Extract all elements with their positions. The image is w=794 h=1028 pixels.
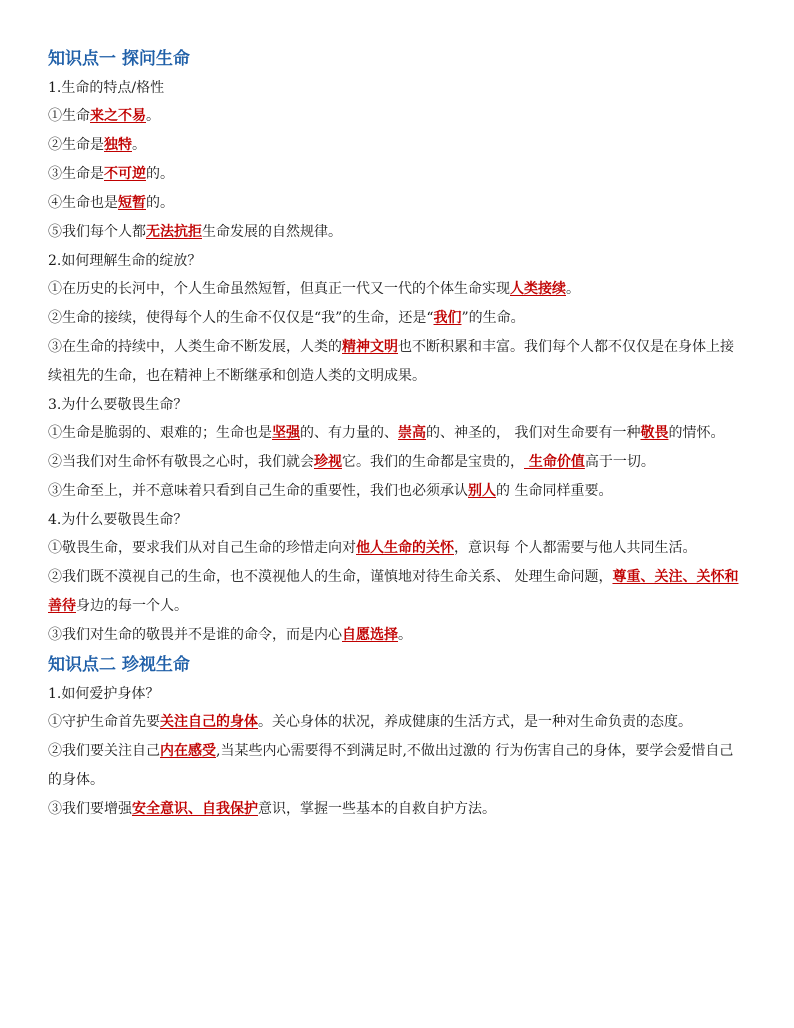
answer-line (48, 131, 744, 160)
text-segment: 。 (132, 137, 146, 153)
text-segment: 。 (146, 108, 160, 124)
text-segment: ③我们对生命的敬畏并不是谁的命令，而是内心 (48, 627, 342, 643)
text-segment: ③生命至上，并不意味着只看到自己生命的重要性，我们也必须承认 (48, 483, 468, 499)
answer-line (48, 419, 744, 448)
text-segment: ,当某些内心需要得不到满足时,不做出过激的 行为伤害自己的身体，要学会爱惜自己的身体。 (48, 743, 734, 788)
key-term: 短暂 (118, 195, 146, 211)
text-segment: 的。 (146, 195, 174, 211)
text-segment: ①生命是脆弱的、艰难的；生命也是 (48, 425, 272, 441)
key-term: 他人生命的关怀 (356, 540, 454, 556)
answer-line (48, 737, 744, 795)
answer-line (48, 218, 744, 247)
answer-line (48, 621, 744, 650)
text-segment: ②我们要关注自己 (48, 743, 160, 759)
answer-line (48, 448, 744, 477)
key-term: 安全意识、自我保护 (132, 801, 258, 817)
question-heading: 1.如何爱护身体？ (48, 686, 160, 702)
text-segment: ②生命的接续，使得每个人的生命不仅仅是“我”的生命，还是“ (48, 310, 434, 326)
text-segment: ，意识每 个人都需要与他人共同生活。 (454, 540, 697, 556)
text-segment: ①在历史的长河中，个人生命虽然短暂，但真正一代又一代的个体生命实现 (48, 281, 510, 297)
key-term: 独特 (104, 137, 132, 153)
key-term: 珍视 (314, 454, 342, 470)
text-segment: ”的生命。 (461, 310, 525, 326)
text-segment: 身边的每一个人。 (76, 598, 188, 614)
text-segment: 的、神圣的， 我们对生命要有一种 (426, 425, 641, 441)
text-segment: 的、有力量的、 (300, 425, 398, 441)
key-term: 崇高 (398, 425, 426, 441)
question-heading: 2.如何理解生命的绽放？ (48, 253, 202, 269)
text-segment: 。关心身体的状况，养成健康的生活方式，是一种对生命负责的态度。 (258, 714, 692, 730)
key-term: 人类接续 (510, 281, 566, 297)
text-segment: ③在生命的持续中，人类生命不断发展，人类的 (48, 339, 342, 355)
answer-line (48, 304, 744, 333)
text-segment: ③生命是 (48, 166, 104, 182)
answer-line (48, 795, 744, 824)
answer-line (48, 477, 744, 506)
text-segment: ②生命是 (48, 137, 104, 153)
answer-line (48, 102, 744, 131)
text-segment: ⑤我们每个人都 (48, 224, 146, 240)
text-segment: ②当我们对生命怀有敬畏之心时，我们就会 (48, 454, 314, 470)
answer-line (48, 708, 744, 737)
key-term: 自愿选择 (342, 627, 398, 643)
key-term: 坚强 (272, 425, 300, 441)
key-term: 内在感受 (160, 743, 216, 759)
key-term: 敬畏 (640, 425, 669, 441)
text-segment: 的情怀。 (668, 425, 725, 441)
answer-line (48, 275, 744, 304)
text-segment: 的。 (146, 166, 174, 182)
text-segment: ②我们既不漠视自己的生命，也不漠视他人的生命，谨慎地对待生命关系、 处理生命问题， (48, 569, 613, 585)
key-term: 我们 (433, 310, 462, 326)
key-term: 别人 (468, 483, 496, 499)
key-term: 来之不易 (90, 108, 146, 124)
text-segment: 生命发展的自然规律。 (202, 224, 342, 240)
answer-line (48, 189, 744, 218)
key-term: 尊重、关注、关怀和善待 (48, 569, 739, 614)
key-term: 不可逆 (104, 166, 146, 182)
text-segment: ①敬畏生命，要求我们从对自己生命的珍惜走向对 (48, 540, 356, 556)
text-segment: ①生命 (48, 108, 90, 124)
text-segment: 它。我们的生命都是宝贵的， (342, 454, 524, 470)
text-segment: 。 (566, 281, 580, 297)
answer-line (48, 333, 744, 391)
key-term: 精神文明 (342, 339, 398, 355)
question-heading: 3.为什么要敬畏生命？ (48, 397, 188, 413)
question-heading: 4.为什么要敬畏生命？ (48, 512, 188, 528)
key-term: 无法抗拒 (146, 224, 202, 240)
answer-line (48, 563, 744, 621)
text-segment: ③我们要增强 (48, 801, 132, 817)
text-segment: 也不断积累和丰富。我们每个人都不仅仅是在身体上接续祖先的生命，也在精神上不断继承和创造人类的文明成果。 (48, 339, 734, 384)
text-segment: ④生命也是 (48, 195, 118, 211)
text-segment: 。 (398, 627, 412, 643)
text-segment: 高于一切。 (584, 454, 655, 470)
key-term: 生命价值 (524, 454, 585, 470)
answer-line (48, 534, 744, 563)
text-segment: 的 生命同样重要。 (496, 483, 613, 499)
question-heading: 1.生命的特点/格性 (48, 80, 165, 96)
text-segment: ①守护生命首先要 (48, 714, 160, 730)
text-segment: 意识，掌握一些基本的自救自护方法。 (258, 801, 496, 817)
answer-line (48, 160, 744, 189)
section-heading: 知识点二 珍视生命 (48, 655, 190, 675)
section-heading: 知识点一 探问生命 (48, 49, 190, 69)
key-term: 关注自己的身体 (160, 714, 258, 730)
